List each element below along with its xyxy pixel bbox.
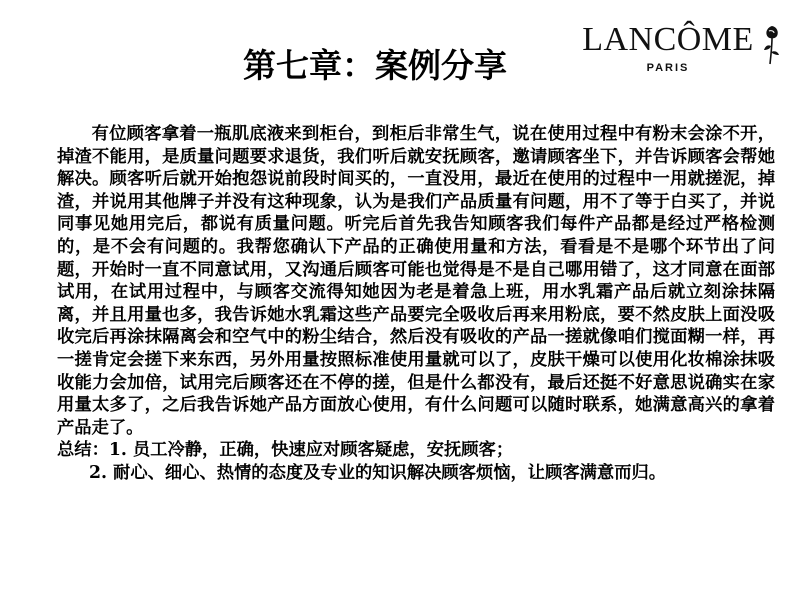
logo-city: PARIS [646, 62, 690, 74]
logo-wordmark: LANCÔME [582, 21, 754, 58]
case-content [57, 123, 775, 485]
lancome-logo [578, 14, 788, 84]
case-story: 有位顾客拿着一瓶肌底液来到柜台，到柜后非常生气，说在使用过程中有粉末会涂不开，掉渣不能用，是质量问题要求退货，我们听后就安抚顾客，邀请顾客坐下，并告诉顾客会帮她解决。顾客听后就开始抱怨说前段时间买的，一直没用，最近在使用的过程中一用就搓泥，掉渣，并说用其他牌子并没有这种现象，认为是我们产品质量有问题，用不了等于白买了，并说同事见她用完后，都说有质量问题。听完后首先我告知顾客我们每件产品都是经过严格检测的，是不会有问题的。我帮您确认下产品的正确使用量和方法，看看是不是哪个环节出了问题，开始时一直不同意试用，又沟通后顾客可能也觉得是不是自己哪用错了，这才同意在面部试用，在试用过程中，与顾客交流得知她因为老是着急上班，用水乳霜产品后就立刻涂抹隔离，并且用量也多，我告诉她水乳霜这些产品要完全吸收后再来用粉底，要不然皮肤上面没吸收完后再涂抹隔离会和空气中的粉尘结合，然后没有吸收的产品一搓就像咱们搅面糊一样，再一搓肯定会搓下来东西，另外用量按照标准使用量就可以了，皮肤干燥可以使用化妆棉涂抹吸收能力会加倍，试用完后顾客还在不停的搓，但是什么都没有，最后还挺不好意思说确实在家用量太多了，之后我告诉她产品方面放心使用，有什么问题可以随时联系，她满意高兴的拿着产品走了。 [57, 124, 775, 438]
summary-first-row [57, 439, 775, 462]
page-title: 第七章：案例分享 [243, 46, 507, 85]
summary-label: 总结： [57, 440, 109, 461]
summary-point-1: 1. 员工冷静，正确，快速应对顾客疑虑，安抚顾客； [108, 440, 514, 461]
rose-icon [762, 22, 782, 66]
summary-point-2: 2. 耐心、细心、热情的态度及专业的知识解决顾客烦恼，让顾客满意而归。 [89, 462, 667, 483]
